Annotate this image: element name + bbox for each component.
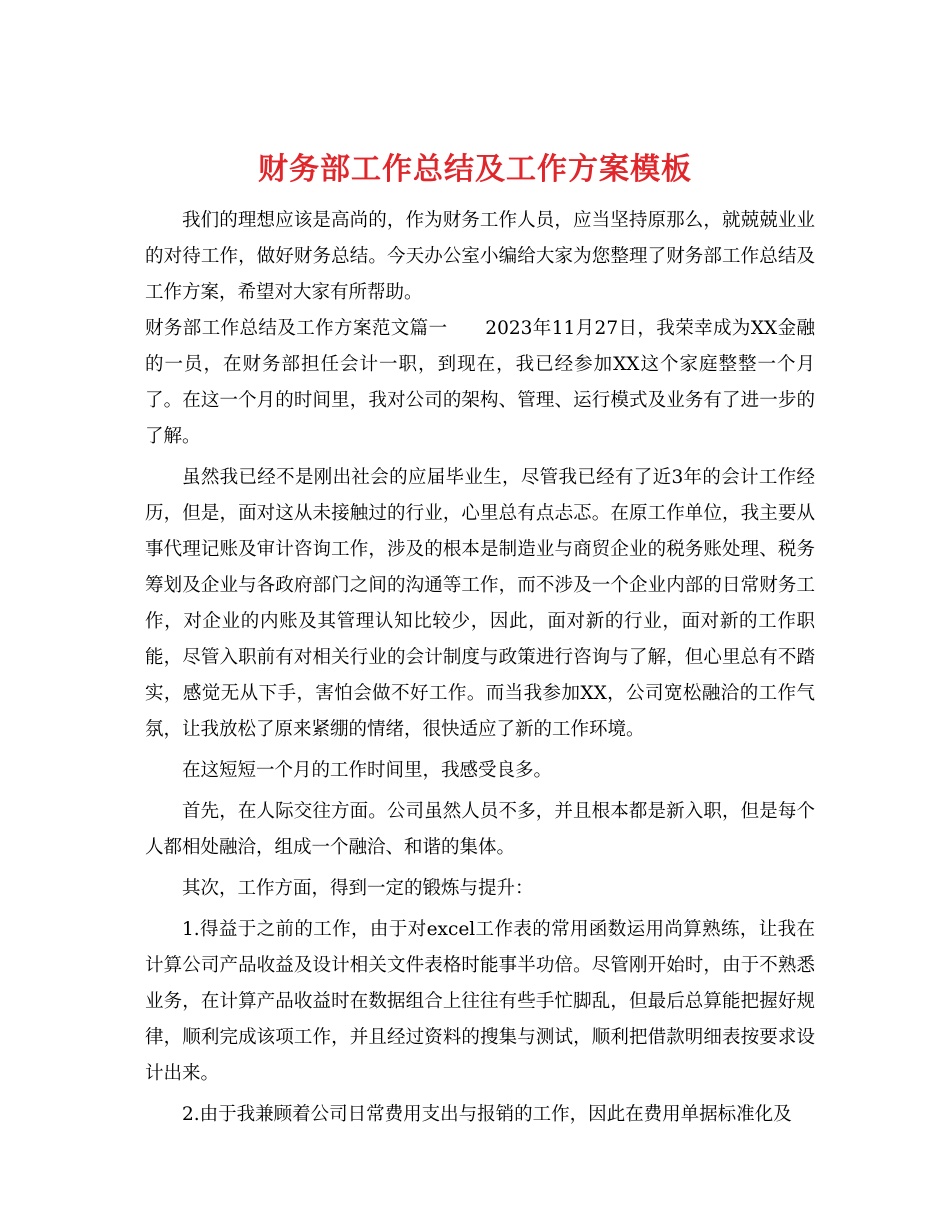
interpersonal-paragraph: 首先，在人际交往方面。公司虽然人员不多，并且根本都是新入职，但是每个人都相处融洽，组成一个融洽、和谐的集体。 xyxy=(145,801,815,858)
list-item-excel: 1.得益于之前的工作，由于对excel工作表的常用函数运用尚算熟练，让我在计算公司产品收益及设计相关文件表格时能事半功倍。尽管刚开始时，由于不熟悉业务，在计算产品收益时在数据组合上往往有些手忙脚乱，但最后总算能把握好规律，顺利完成该项工作，并且经过资料的搜集与测试，顺利把借款明细表按要求设计出来。 xyxy=(145,919,815,1084)
document-body xyxy=(145,203,815,1133)
work-improvement-heading: 其次，工作方面，得到一定的锻炼与提升： xyxy=(182,878,534,899)
document-title: 财务部工作总结及工作方案模板 xyxy=(258,152,692,188)
intro-paragraph: 我们的理想应该是高尚的，作为财务工作人员，应当坚持原那么，就兢兢业业的对待工作，做好财务总结。今天办公室小编给大家为您整理了财务部工作总结及工作方案，希望对大家有所帮助。 xyxy=(145,210,815,303)
feeling-paragraph: 在这短短一个月的工作时间里，我感受良多。 xyxy=(182,760,553,781)
list-item-expenses: 2.由于我兼顾着公司日常费用支出与报销的工作，因此在费用单据标准化及 xyxy=(182,1104,792,1125)
section-one-paragraph: 财务部工作总结及工作方案范文篇一 2023年11月27日，我荣幸成为XX金融的一员，在财务部担任会计一职，到现在，我已经参加XX这个家庭整整一个月了。在这一个月的时间里，我对公司的架构、管理、运行模式及业务有了进一步的了解。 xyxy=(145,318,815,447)
experience-paragraph: 虽然我已经不是刚出社会的应届毕业生，尽管我已经有了近3年的会计工作经历，但是，面对这从未接触过的行业，心里总有点忐忑。在原工作单位，我主要从事代理记账及审计咨询工作，涉及的根本是制造业与商贸企业的税务账处理、税务筹划及企业与各政府部门之间的沟通等工作，而不涉及一个企业内部的日常财务工作，对企业的内账及其管理认知比较少，因此，面对新的行业，面对新的工作职能，尽管入职前有对相关行业的会计制度与政策进行咨询与了解，但心里总有不踏实，感觉无从下手，害怕会做不好工作。而当我参加XX，公司宽松融洽的工作气氛，让我放松了原来紧绷的情绪，很快适应了新的工作环境。 xyxy=(145,467,815,740)
